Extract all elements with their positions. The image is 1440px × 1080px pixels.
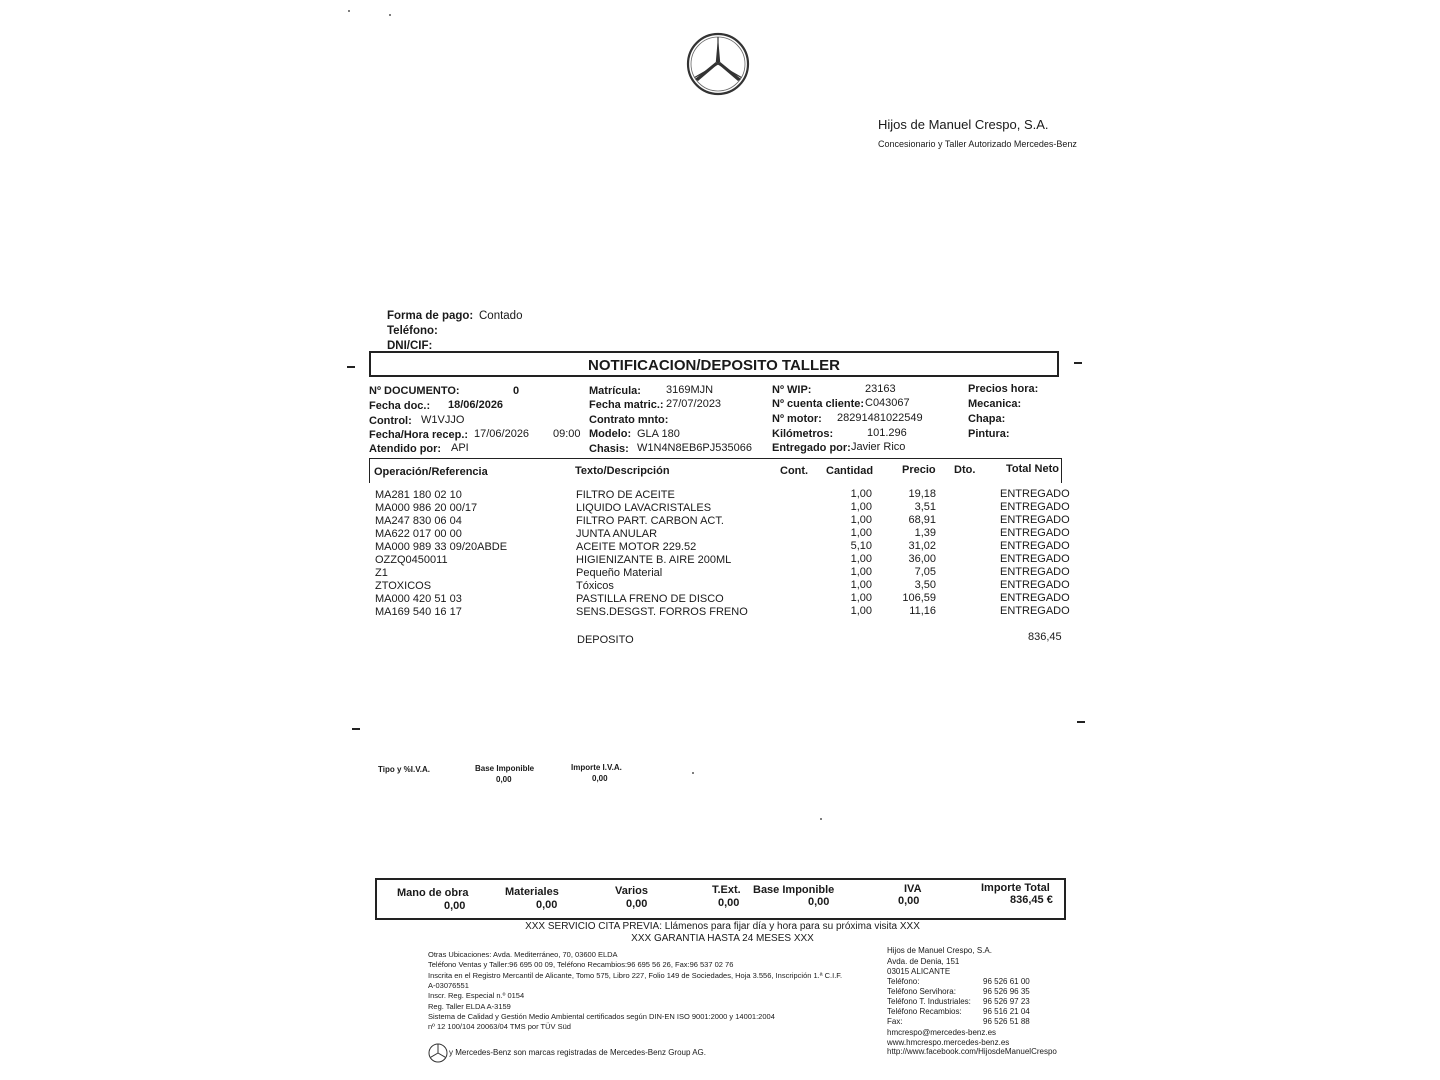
mecanica-label: Mecanica: (968, 398, 1022, 410)
cuenta-value: C043067 (865, 397, 910, 409)
scan-mark (348, 10, 350, 12)
chasis-label: Chasis: (589, 443, 629, 455)
row-price: 31,02 (908, 540, 936, 552)
margin-mark (1077, 721, 1085, 723)
row-desc: ACEITE MOTOR 229.52 (576, 541, 697, 553)
matricula-label: Matrícula: (589, 385, 641, 397)
footer-legal-line: A-03076551 (428, 980, 469, 990)
row-price: 3,51 (914, 501, 936, 513)
row-ref: OZZQ0450011 (375, 554, 448, 566)
footer-legal-line: Otras Ubicaciones: Avda. Mediterráneo, 70, 03600 ELDA (428, 950, 618, 959)
matricula-value: 3169MJN (666, 384, 714, 396)
row-desc: JUNTA ANULAR (576, 528, 658, 540)
entregado-value: Javier Rico (851, 441, 906, 453)
margin-mark (347, 366, 355, 368)
row-ref: MA169 540 16 17 (375, 606, 462, 618)
dni-label: DNI/CIF: (387, 340, 433, 352)
row-ref: Z1 (375, 567, 388, 579)
materiales-label: Materiales (505, 886, 559, 898)
footer-contact-value: 96 526 61 00 (983, 977, 1030, 986)
footer-facebook[interactable]: http://www.facebook.com/HijosdeManuelCrespo (887, 1047, 1057, 1056)
col-header-total: Total Neto (1006, 463, 1059, 475)
row-total: ENTREGADO (1000, 553, 1070, 565)
row-desc: Pequeño Material (576, 567, 663, 579)
row-total: ENTREGADO (1000, 514, 1070, 526)
footer-contact-value: 96 526 51 88 (983, 1017, 1030, 1026)
totals-iva-value: 0,00 (898, 895, 920, 907)
row-total: ENTREGADO (1000, 540, 1070, 552)
row-ref: MA281 180 02 10 (375, 489, 462, 501)
row-total: ENTREGADO (1000, 592, 1070, 604)
importe-total-label: Importe Total (981, 882, 1050, 894)
footer-contact-label: Fax: (887, 1017, 903, 1026)
row-total: ENTREGADO (1000, 527, 1070, 539)
totals-base-value: 0,00 (808, 896, 830, 908)
mano-obra-value: 0,00 (444, 900, 466, 912)
company-name: Hijos de Manuel Crespo, S.A. (878, 117, 1049, 132)
footer-contact-label: Teléfono: (887, 977, 920, 986)
row-price: 3,50 (914, 579, 936, 591)
row-desc: Tóxicos (576, 580, 614, 592)
row-qty: 1,00 (850, 579, 872, 591)
deposito-value: 836,45 (1028, 631, 1062, 643)
row-price: 36,00 (908, 553, 936, 565)
motor-value: 28291481022549 (837, 412, 923, 424)
row-total: ENTREGADO (1000, 488, 1070, 500)
pintura-label: Pintura: (968, 428, 1010, 440)
row-qty: 1,00 (850, 605, 872, 617)
motor-label: Nº motor: (772, 413, 822, 425)
footer-legal-line: Teléfono Ventas y Taller:96 695 00 09, Teléfono Recambios:96 695 56 26, Fax:96 537 02 76 (428, 960, 734, 970)
row-total: ENTREGADO (1000, 501, 1070, 513)
chasis-value: W1N4N8EB6PJ535066 (637, 442, 752, 454)
iva-importe-value: 0,00 (592, 774, 608, 783)
iva-base-value: 0,00 (496, 775, 512, 784)
mano-obra-label: Mano de obra (397, 887, 469, 899)
text-label: T.Ext. (712, 884, 741, 896)
forma-pago-value: Contado (479, 310, 523, 322)
footer-address-2: 03015 ALICANTE (887, 967, 951, 976)
col-header-price: Precio (902, 464, 936, 476)
footer-legal-line: Sistema de Calidad y Gestión Medio Ambiental certificados según DIN-EN ISO 9001:2000 y 14001:2004 (428, 1011, 775, 1021)
wip-value: 23163 (865, 383, 896, 395)
importe-total-value: 836,45 € (1010, 894, 1053, 906)
row-price: 106,59 (902, 592, 936, 604)
company-subtitle: Concesionario y Taller Autorizado Mercedes-Benz (878, 139, 1077, 149)
totals-iva-label: IVA (904, 883, 922, 895)
row-price: 11,16 (909, 605, 936, 617)
recep-date: 17/06/2026 (474, 428, 530, 440)
row-desc: FILTRO DE ACEITE (576, 489, 675, 501)
fecha-doc-value: 18/06/2026 (448, 399, 504, 411)
scan-mark (389, 14, 391, 16)
footer-legal-line: Reg. Taller ELDA A-3159 (428, 1001, 511, 1011)
margin-mark (1074, 362, 1082, 364)
row-qty: 1,00 (850, 514, 872, 526)
row-price: 19,18 (908, 488, 936, 500)
totals-base-label: Base Imponible (753, 884, 835, 896)
footer-legal-line: nº 12 100/104 20063/04 TMS por TÜV Süd (428, 1022, 571, 1032)
garantia-notice: XXX GARANTIA HASTA 24 MESES XXX (631, 933, 814, 944)
wip-label: Nº WIP: (772, 384, 812, 396)
row-qty: 1,00 (850, 501, 872, 513)
modelo-label: Modelo: (589, 428, 632, 440)
row-qty: 1,00 (850, 553, 872, 565)
row-ref: MA000 420 51 03 (375, 593, 462, 605)
footer-address-1: Avda. de Denia, 151 (887, 957, 960, 966)
footer-legal-line: Inscrita en el Registro Mercantil de Alicante, Tomo 575, Libro 227, Folio 149 de Sociedades, Hoja 3.556, Inscripción 1.ª C.I.F. (428, 970, 843, 980)
row-qty: 1,00 (850, 566, 872, 578)
col-header-dto: Dto. (954, 464, 976, 476)
row-ref: MA000 986 20 00/17 (375, 502, 478, 514)
materiales-value: 0,00 (536, 899, 558, 911)
row-qty: 1,00 (850, 527, 872, 539)
row-ref: MA000 989 33 09/20ABDE (375, 541, 508, 553)
cuenta-label: Nº cuenta cliente: (772, 398, 865, 410)
fecha-matric-label: Fecha matric.: (589, 399, 664, 411)
entregado-label: Entregado por: (772, 442, 851, 454)
atendido-value: API (451, 442, 469, 454)
doc-number-value: 0 (513, 385, 520, 397)
row-qty: 5,10 (850, 540, 872, 552)
atendido-label: Atendido por: (369, 443, 442, 455)
footer-contact-value: 96 526 96 35 (983, 987, 1030, 996)
chapa-label: Chapa: (968, 413, 1006, 425)
km-label: Kilómetros: (772, 428, 834, 440)
telefono-label: Teléfono: (387, 325, 438, 337)
precios-hora-label: Precios hora: (968, 383, 1039, 395)
cita-previa-notice: XXX SERVICIO CITA PREVIA: Llámenos para fijar día y hora para su próxima visita XXX (525, 921, 920, 932)
row-price: 1,39 (914, 527, 936, 539)
row-ref: MA247 830 06 04 (375, 515, 462, 527)
contrato-label: Contrato mnto: (589, 414, 669, 426)
row-qty: 1,00 (850, 488, 872, 500)
varios-label: Varios (615, 885, 649, 897)
iva-importe-label: Importe I.V.A. (571, 763, 622, 772)
document-title-box (369, 351, 1059, 377)
row-ref: ZTOXICOS (375, 580, 432, 592)
footer-legal-line: Inscr. Reg. Especial n.º 0154 (428, 991, 525, 1001)
row-price: 7,05 (914, 566, 936, 578)
mercedes-star-small-logo (428, 1043, 448, 1063)
fecha-matric-value: 27/07/2023 (666, 398, 722, 410)
mercedes-star-logo (686, 32, 750, 96)
row-total: ENTREGADO (1000, 579, 1070, 591)
footer-contact-label: Teléfono Recambios: (887, 1007, 962, 1016)
footer-contact-label: Teléfono Servihora: (887, 987, 956, 996)
deposito-label: DEPOSITO (577, 634, 634, 646)
row-desc: HIGIENIZANTE B. AIRE 200ML (576, 554, 732, 566)
row-qty: 1,00 (850, 592, 872, 604)
col-header-qty: Cantidad (826, 465, 874, 477)
row-desc: LIQUIDO LAVACRISTALES (576, 502, 712, 514)
row-desc: PASTILLA FRENO DE DISCO (576, 593, 724, 605)
forma-pago-label: Forma de pago: (387, 310, 474, 322)
recep-time: 09:00 (553, 428, 581, 440)
footer-company-name: Hijos de Manuel Crespo, S.A. (887, 946, 992, 955)
recep-label: Fecha/Hora recep.: (369, 429, 469, 441)
row-desc: FILTRO PART. CARBON ACT. (576, 515, 724, 527)
doc-number-label: Nº DOCUMENTO: (369, 385, 460, 397)
trademark-note: y Mercedes-Benz son marcas registradas de Mercedes-Benz Group AG. (449, 1048, 706, 1057)
footer-contact-value: 96 516 21 04 (983, 1007, 1030, 1016)
iva-base-label: Base Imponible (475, 764, 535, 773)
scan-mark (820, 818, 822, 820)
col-header-desc: Texto/Descripción (575, 465, 670, 477)
modelo-value: GLA 180 (637, 428, 680, 440)
footer-email[interactable]: hmcrespo@mercedes-benz.es (887, 1028, 997, 1037)
control-value: W1VJJO (421, 414, 465, 426)
margin-mark (352, 728, 360, 730)
km-value: 101.296 (867, 427, 907, 439)
row-price: 68,91 (908, 514, 936, 526)
row-total: ENTREGADO (1000, 566, 1070, 578)
fecha-doc-label: Fecha doc.: (369, 400, 431, 412)
col-header-ref: Operación/Referencia (374, 466, 488, 478)
text-value: 0,00 (718, 897, 740, 909)
row-total: ENTREGADO (1000, 605, 1070, 617)
iva-tipo-label: Tipo y %I.V.A. (378, 765, 431, 774)
document-title: NOTIFICACION/DEPOSITO TALLER (588, 357, 840, 374)
footer-contact-label: Teléfono T. Industriales: (887, 997, 971, 1006)
row-desc: SENS.DESGST. FORROS FRENO (576, 606, 748, 618)
row-ref: MA622 017 00 00 (375, 528, 462, 540)
col-header-cont: Cont. (780, 465, 809, 477)
scan-mark (692, 772, 694, 774)
control-label: Control: (369, 415, 412, 427)
footer-web[interactable]: www.hmcrespo.mercedes-benz.es (887, 1038, 1010, 1047)
footer-contact-value: 96 526 97 23 (983, 997, 1030, 1006)
varios-value: 0,00 (626, 898, 648, 910)
